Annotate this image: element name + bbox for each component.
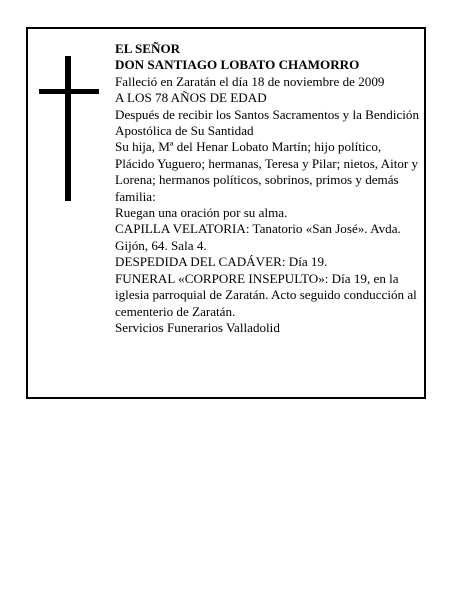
notice-title: EL SEÑOR xyxy=(115,41,181,56)
farewell-info: DESPEDIDA DEL CADÁVER: Día 19. xyxy=(115,254,328,270)
age-statement: A LOS 78 AÑOS DE EDAD xyxy=(115,90,267,106)
notice-text xyxy=(115,41,421,336)
chapel-info: CAPILLA VELATORIA: Tanatorio «San José». Avda. Gijón, 64. Sala 4. xyxy=(115,221,401,253)
family-statement: Su hija, Mª del Henar Lobato Martín; hijo político, Plácido Yuguero; hermanas, Teresa y Pilar; nietos, Aitor y Lorena; hermanos políticos, sobrinos, primos y demás familia: xyxy=(115,139,419,204)
cross-horizontal-bar xyxy=(39,89,99,94)
funeral-services-name: Servicios Funerarios Valladolid xyxy=(115,319,280,335)
prayer-request: Ruegan una oración por su alma. xyxy=(115,205,288,221)
cross-vertical-bar xyxy=(65,56,71,201)
sacraments-statement: Después de recibir los Santos Sacramentos y la Bendición Apostólica de Su Santidad xyxy=(115,106,419,139)
cross-icon xyxy=(39,56,99,201)
deceased-name: DON SANTIAGO LOBATO CHAMORRO xyxy=(115,57,360,73)
funeral-info: FUNERAL «CORPORE INSEPULTO»: Día 19, en la iglesia parroquial de Zaratán. Acto seguido conducción al cementerio de Zaratán. xyxy=(115,270,417,319)
death-statement: Falleció en Zaratán el día 18 de noviembre de 2009 xyxy=(115,73,385,89)
obituary-notice xyxy=(26,27,426,399)
